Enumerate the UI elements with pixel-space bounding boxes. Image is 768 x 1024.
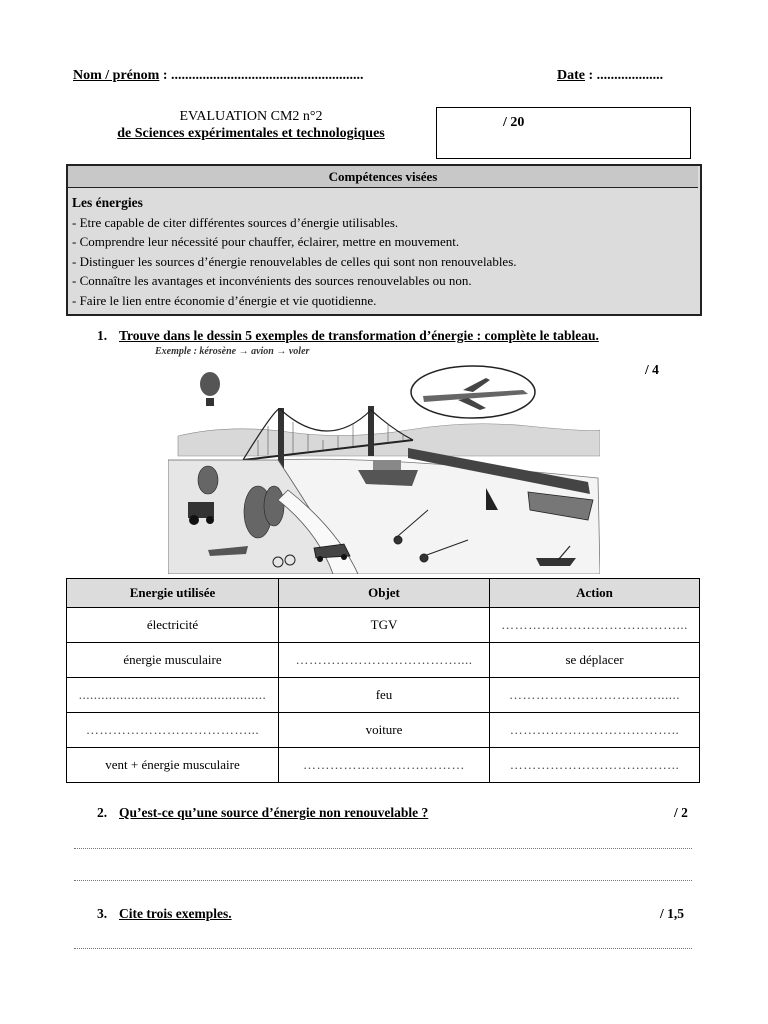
cell-objet: feu — [279, 678, 490, 713]
cell-action-blank[interactable]: ……………………………...... — [490, 678, 700, 713]
question1-example: Exemple : kérosène → avion → voler — [155, 346, 310, 357]
airplane-icon — [411, 366, 535, 418]
cell-energie-blank[interactable]: ………………………………... — [67, 713, 279, 748]
question1-points: / 4 — [645, 362, 659, 377]
evaluation-title — [96, 108, 406, 142]
question3-number: 3. — [97, 906, 108, 921]
column-header-action: Action — [490, 579, 700, 608]
question3-text: Cite trois exemples. — [119, 906, 232, 921]
date-separator: : — [585, 68, 597, 83]
table-header-row — [67, 579, 700, 608]
evaluation-title-line2: de Sciences expérimentales et technologiques — [117, 126, 385, 141]
date-label: Date — [557, 68, 585, 83]
cell-action: se déplacer — [490, 643, 700, 678]
energy-transformation-table — [66, 578, 700, 783]
table-row — [67, 748, 700, 783]
cell-objet: voiture — [279, 713, 490, 748]
answer-line[interactable] — [74, 880, 692, 881]
question1-text: Trouve dans le dessin 5 exemples de transformation d’énergie : complète le tableau. — [119, 328, 599, 343]
cell-energie-blank[interactable]: .................................................. — [67, 678, 279, 713]
question2-number: 2. — [97, 805, 108, 820]
date-blank[interactable]: ................... — [596, 68, 664, 83]
question2-text: Qu’est-ce qu’une source d’énergie non renouvelable ? — [119, 805, 429, 820]
column-header-energie: Energie utilisée — [67, 579, 279, 608]
question1-number: 1. — [97, 328, 108, 343]
name-blank[interactable]: ....................................................... — [171, 68, 364, 83]
competence-item: - Etre capable de citer différentes sources d’énergie utilisables. — [72, 214, 399, 230]
competence-item: - Comprendre leur nécessité pour chauffer, éclairer, mettre en mouvement. — [72, 234, 460, 249]
cell-action-blank[interactable]: ……………………………….. — [490, 748, 700, 783]
cell-energie: vent + énergie musculaire — [67, 748, 279, 783]
cell-energie: énergie musculaire — [67, 643, 279, 678]
competences-list — [72, 193, 692, 310]
competences-topic: Les énergies — [72, 195, 143, 210]
name-field — [73, 68, 364, 84]
competence-item: - Connaître les avantages et inconvénients des sources renouvelables ou non. — [72, 273, 472, 288]
question2-points: / 2 — [674, 805, 688, 820]
table-row — [67, 678, 700, 713]
answer-line[interactable] — [74, 848, 692, 849]
cell-energie: électricité — [67, 608, 279, 643]
hot-air-balloon-icon — [200, 372, 220, 406]
competences-heading: Compétences visées — [68, 166, 698, 188]
table-row — [67, 643, 700, 678]
cell-objet: TGV — [279, 608, 490, 643]
name-separator: : — [159, 68, 171, 83]
cell-objet-blank[interactable]: ……………………………….... — [279, 643, 490, 678]
cell-action-blank[interactable]: …………………………………... — [490, 608, 700, 643]
column-header-objet: Objet — [279, 579, 490, 608]
energy-landscape-illustration — [168, 360, 600, 574]
table-row — [67, 608, 700, 643]
evaluation-title-line1: EVALUATION CM2 n°2 — [179, 109, 323, 124]
answer-line[interactable] — [74, 948, 692, 949]
question3-points: / 1,5 — [660, 906, 685, 921]
competence-item: - Distinguer les sources d’énergie renouvelables de celles qui sont non renouvelables. — [72, 253, 517, 269]
score-box — [436, 107, 691, 159]
date-field — [557, 68, 663, 84]
cell-action-blank[interactable]: ……………………………….. — [490, 713, 700, 748]
cell-objet-blank[interactable]: ……………………………… — [279, 748, 490, 783]
total-score: / 20 — [503, 115, 525, 130]
table-row — [67, 713, 700, 748]
name-label: Nom / prénom — [73, 68, 160, 83]
competence-item: - Faire le lien entre économie d’énergie et vie quotidienne. — [72, 292, 377, 308]
